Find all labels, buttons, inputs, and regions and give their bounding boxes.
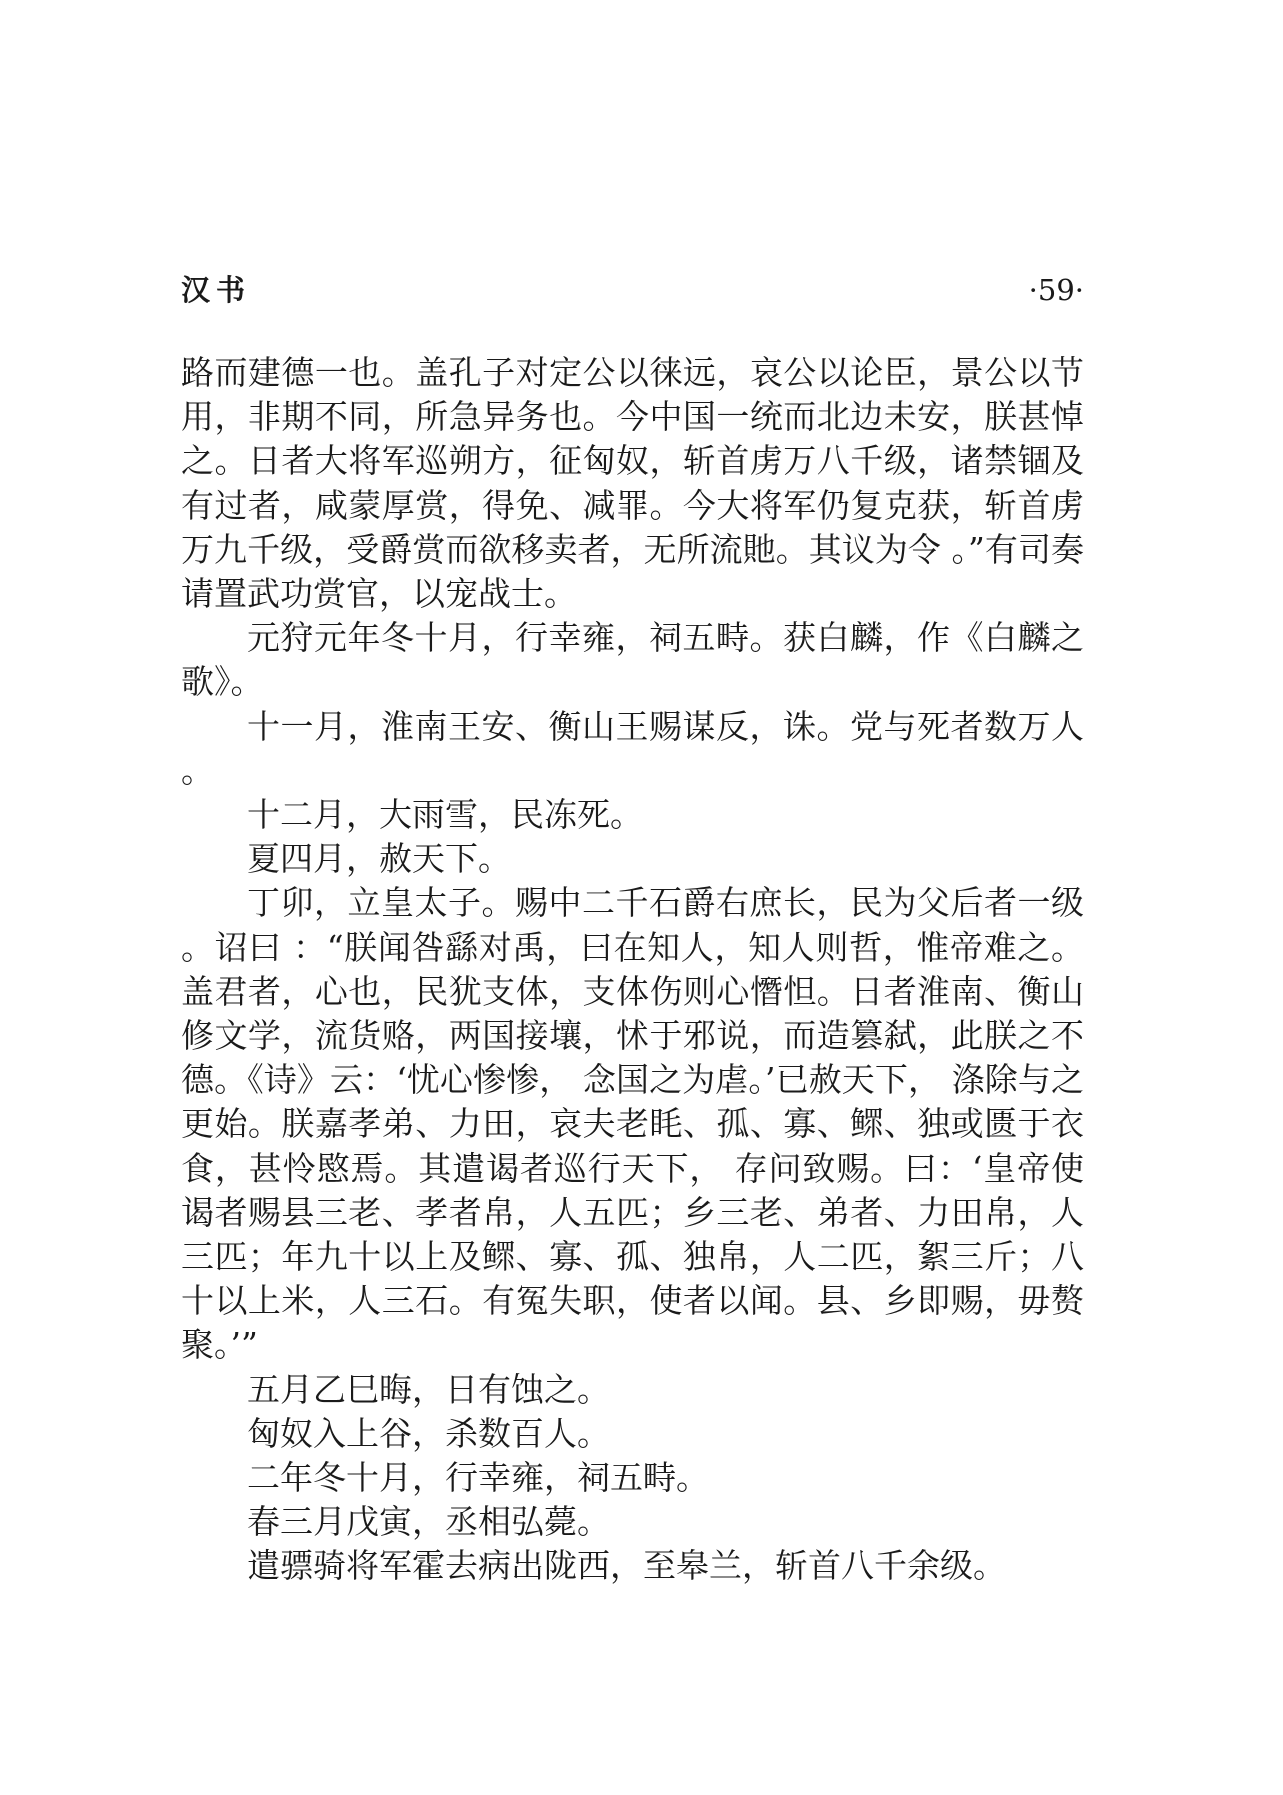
paragraph: 十一月，淮南王安、衡山王赐谋反，诛。党与死者数万人。	[181, 706, 1084, 790]
running-header	[181, 268, 1084, 312]
paragraph: 十二月，大雨雪，民冻死。	[247, 795, 643, 835]
paragraph: 夏四月，赦天下。	[247, 839, 511, 879]
paragraph: 五月乙巳晦，日有蚀之。	[247, 1369, 610, 1409]
paragraph: 路而建德一也。盖孔子对定公以徕远，哀公以论臣，景公以节用，非期不同，所急异务也。今中国一统而北边未安，朕甚悼之。日者大将军巡朔方，征匈奴，斩首虏万八千级，诸禁锢及有过者，咸蒙厚赏，得免、减罪。今大将军仍复克获，斩首虏万九千级，受爵赏而欲移卖者，无所流貤。其议为令 。”有司奏请置武功赏官，以宠战士。	[181, 353, 1084, 614]
paragraph: 遣骠骑将军霍去病出陇西，至皋兰，斩首八千余级。	[247, 1546, 1006, 1586]
paragraph: 丁卯，立皇太子。赐中二千石爵右庶长，民为父后者一级。诏曰 ：“朕闻咎繇对禹，曰在知人，知人则哲，惟帝难之。盖君者，心也，民犹支体，支体伤则心憯怛。日者淮南、衡山修文学，流货赂，两国接壤，怵于邪说，而造篡弑，此朕之不德。《诗》云：‘忧心惨惨， 念国之为虐。’已赦天下， 涤除与之更始。朕嘉孝弟、力田，哀夫老眊、孤、寡、鳏、独或匮于衣食，甚怜愍焉。其遣谒者巡行天下， 存问致赐。曰：‘皇帝使谒者赐县三老、孝者帛，人五匹；乡三老、弟者、力田帛，人三匹；年九十以上及鳏、寡、孤、独帛，人二匹，絮三斤；八十以上米，人三石。有冤失职，使者以闻。县、乡即赐，毋赘聚。’”	[181, 883, 1084, 1365]
paragraph: 元狩元年冬十月，行幸雍，祠五畤。获白麟，作《白麟之歌》。	[181, 618, 1084, 702]
paragraph: 二年冬十月，行幸雍，祠五畤。	[247, 1458, 709, 1498]
body-text	[181, 351, 1084, 1589]
paragraph: 春三月戊寅，丞相弘薨。	[247, 1502, 610, 1542]
paragraph: 匈奴入上谷，杀数百人。	[247, 1413, 610, 1453]
book-title: 汉书	[181, 273, 252, 307]
page-number: ·59·	[1028, 273, 1084, 307]
